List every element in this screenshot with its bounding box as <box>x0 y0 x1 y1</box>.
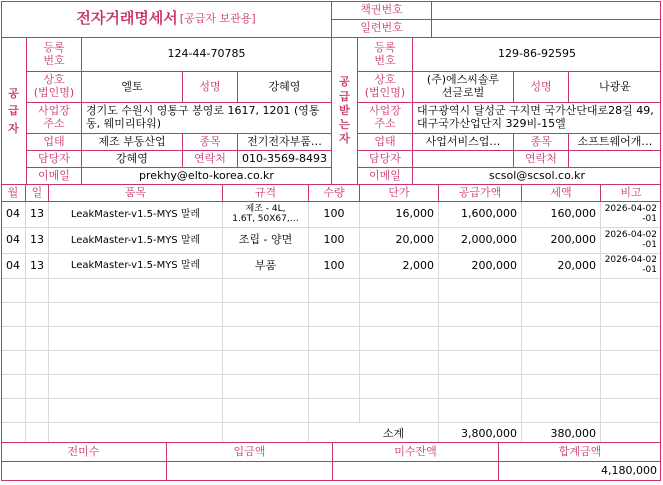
total-label: 합계금액 <box>558 444 602 458</box>
book-no-value <box>432 1 661 19</box>
supplier-biztype-label: 업태 <box>43 134 65 148</box>
supplier-addr: 경기도 수원시 영통구 봉영로 1617, 1201 (영통동, 웨미리타워) <box>86 104 320 130</box>
buyer-addr-label: 사업장 주소 <box>369 104 401 130</box>
row-day: 13 <box>30 207 44 221</box>
book-no-label: 책권번호 <box>360 2 403 16</box>
serial-no-value <box>432 20 661 37</box>
col-unitprice-header: 단가 <box>388 185 410 199</box>
received-label: 입금액 <box>233 444 266 458</box>
buyer-manager <box>413 151 513 167</box>
row-item: LeakMaster-v1.5-MYS 말레 <box>70 234 201 246</box>
buyer-reg-label: 등록 번호 <box>374 40 396 67</box>
title-text: 전자거래명세서 <box>76 9 178 28</box>
row-unitprice: 20,000 <box>395 233 434 247</box>
col-supply-header: 공급가액 <box>458 185 502 199</box>
col-tax-header: 세액 <box>550 185 572 199</box>
col-spec-header: 규격 <box>254 185 277 199</box>
page-title <box>1 1 331 37</box>
buyer-email-label: 이메일 <box>369 168 401 182</box>
supplier-email[interactable]: prekhy@elto-korea.co.kr <box>139 168 274 182</box>
buyer-bizitem-label: 종목 <box>530 134 552 148</box>
supplier-biztype: 제조 부동산업 <box>98 134 166 148</box>
supplier-reg-label: 등록 번호 <box>43 40 65 67</box>
buyer-name-label: 성명 <box>530 79 552 93</box>
buyer-reg-no: 129-86-92595 <box>498 47 576 61</box>
supplier-bizitem-label: 종목 <box>199 134 221 148</box>
balance-value <box>333 462 498 480</box>
buyer-biztype-label: 업태 <box>374 134 396 148</box>
row-spec: 제조 - 4L, 1.6T, 50X67,… <box>232 203 299 224</box>
row-day: 13 <box>30 233 44 247</box>
row-tax: 160,000 <box>550 207 596 221</box>
buyer-biztype: 사업서비스업… <box>425 134 501 148</box>
row-qty: 100 <box>323 207 345 221</box>
supplier-addr-label: 사업장 주소 <box>38 104 70 130</box>
col-qty-header: 수량 <box>323 185 345 199</box>
subtotal-supply: 3,800,000 <box>461 426 517 440</box>
row-qty: 100 <box>323 258 345 272</box>
supplier-contact: 010-3569-8493 <box>242 151 327 165</box>
supplier-company-label: 상호 (법인명) <box>33 73 75 99</box>
row-month: 04 <box>6 233 20 247</box>
buyer-bizitem: 소프트웨어개… <box>577 134 653 148</box>
supplier-company: 엘토 <box>121 79 143 93</box>
supplier-email-label: 이메일 <box>38 168 70 182</box>
row-tax: 20,000 <box>557 258 596 272</box>
row-qty: 100 <box>323 233 345 247</box>
col-note-header: 비고 <box>620 185 642 199</box>
subtotal-label: 소계 <box>382 426 405 440</box>
supplier-manager-label: 담당자 <box>38 151 70 165</box>
row-spec: 조립 - 양면 <box>238 233 293 247</box>
row-item: LeakMaster-v1.5-MYS 말레 <box>70 260 201 272</box>
balance-label: 미수잔액 <box>394 444 437 458</box>
buyer-name: 나광윤 <box>599 79 631 93</box>
buyer-email[interactable]: scsol@scsol.co.kr <box>488 168 586 182</box>
supplier-bizitem: 전기전자부품… <box>247 134 322 148</box>
buyer-side-label: 공 급 받 는 자 <box>339 75 350 146</box>
row-month: 04 <box>6 258 20 272</box>
transaction-statement <box>1 1 661 481</box>
supplier-reg-no: 124-44-70785 <box>167 47 246 61</box>
buyer-company: (주)에스씨솔루 션글로벌 <box>426 73 500 99</box>
buyer-contact-label: 연락처 <box>525 151 557 165</box>
row-note: 2026-04-02 -01 <box>604 255 657 275</box>
row-note: 2026-04-02 -01 <box>604 229 657 250</box>
supplier-contact-label: 연락처 <box>194 151 226 165</box>
supplier-name: 강혜영 <box>268 79 301 93</box>
row-day: 13 <box>30 258 44 272</box>
row-supply: 2,000,000 <box>461 233 517 247</box>
row-supply: 200,000 <box>471 258 517 272</box>
subtotal-tax: 380,000 <box>550 426 596 440</box>
row-unitprice: 2,000 <box>402 258 434 272</box>
title-subtext: [공급자 보관용] <box>179 11 256 25</box>
col-day-header: 일 <box>31 185 43 199</box>
row-supply: 1,600,000 <box>461 207 517 221</box>
col-month-header: 월 <box>7 185 19 199</box>
row-tax: 200,000 <box>550 233 596 247</box>
row-note: 2026-04-02 -01 <box>604 203 657 224</box>
serial-no-label: 일련번호 <box>360 21 403 35</box>
buyer-addr: 대구광역시 달성군 구지면 국가산단대로28길 49, 대구국가산업단지 329비-15엘 <box>417 104 654 130</box>
prev-balance-value <box>1 462 166 480</box>
buyer-company-label: 상호 (법인명) <box>364 73 406 99</box>
buyer-manager-label: 담당자 <box>369 151 401 165</box>
supplier-name-label: 성명 <box>199 79 221 93</box>
total-value: 4,180,000 <box>601 463 657 477</box>
row-unitprice: 16,000 <box>395 207 434 221</box>
row-month: 04 <box>6 207 20 221</box>
buyer-contact <box>569 151 661 167</box>
prev-balance-label: 전미수 <box>67 444 100 458</box>
supplier-manager: 강혜영 <box>116 151 148 165</box>
col-item-header: 품목 <box>124 185 147 199</box>
received-value <box>167 462 332 480</box>
supplier-side-label: 공 급 자 <box>8 87 19 135</box>
row-spec: 부품 <box>254 258 277 272</box>
row-item: LeakMaster-v1.5-MYS 말레 <box>70 208 201 220</box>
